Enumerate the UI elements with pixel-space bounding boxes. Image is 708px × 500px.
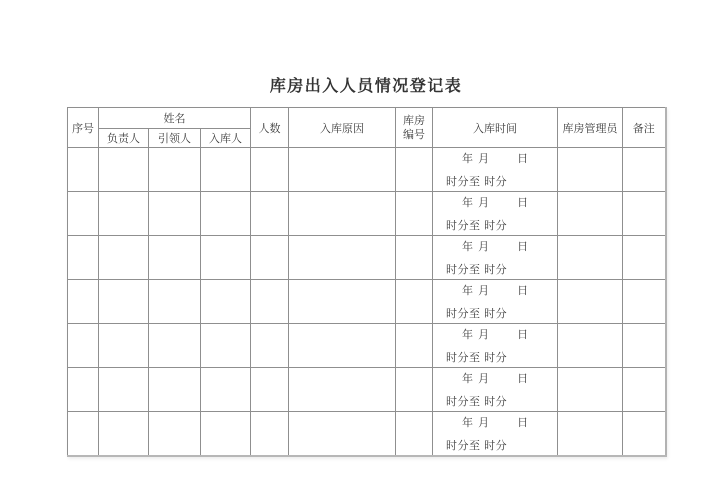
cell-enterer[interactable] — [201, 280, 251, 324]
page-title: 库房出入人员情况登记表 — [269, 78, 463, 95]
entry-time-range: 时分至 时分 — [446, 352, 508, 364]
cell-warehouse-no[interactable] — [396, 148, 433, 192]
cell-entry-time[interactable] — [433, 236, 558, 280]
cell-people-count[interactable] — [251, 236, 289, 280]
cell-people-count[interactable] — [251, 192, 289, 236]
header-warehouse-no-line2: 编号 — [403, 128, 426, 141]
table-row — [68, 236, 666, 280]
cell-responsible[interactable] — [99, 412, 149, 457]
table-row — [68, 412, 666, 457]
cell-serial[interactable] — [68, 412, 99, 457]
cell-entry-time[interactable] — [433, 280, 558, 324]
entry-time-day: 日 — [517, 329, 530, 341]
table-row — [68, 324, 666, 368]
entry-time-range: 时分至 时分 — [446, 440, 508, 452]
header-warehouse-no — [396, 108, 433, 148]
table-row — [68, 192, 666, 236]
cell-warehouse-no[interactable] — [396, 236, 433, 280]
header-warehouse-no-line1: 库房 — [403, 114, 426, 127]
cell-remarks[interactable] — [623, 280, 666, 324]
cell-enterer[interactable] — [201, 236, 251, 280]
cell-serial[interactable] — [68, 368, 99, 412]
cell-warehouse-no[interactable] — [396, 280, 433, 324]
cell-entry-reason[interactable] — [289, 368, 396, 412]
table-row — [68, 148, 666, 192]
header-manager: 库房管理员 — [558, 108, 623, 148]
header-entry-time: 入库时间 — [433, 108, 558, 148]
cell-warehouse-no[interactable] — [396, 324, 433, 368]
cell-guide[interactable] — [149, 236, 201, 280]
table-row — [68, 368, 666, 412]
cell-serial[interactable] — [68, 324, 99, 368]
entry-time-day: 日 — [517, 153, 530, 165]
entry-time-day: 日 — [517, 285, 530, 297]
cell-manager[interactable] — [558, 412, 623, 457]
entry-time-year-month: 年 月 — [462, 329, 491, 341]
cell-responsible[interactable] — [99, 192, 149, 236]
cell-entry-time[interactable] — [433, 148, 558, 192]
cell-warehouse-no[interactable] — [396, 368, 433, 412]
entry-time-range: 时分至 时分 — [446, 264, 508, 276]
cell-remarks[interactable] — [623, 236, 666, 280]
cell-serial[interactable] — [68, 280, 99, 324]
cell-people-count[interactable] — [251, 368, 289, 412]
registration-table — [67, 107, 667, 457]
entry-time-range: 时分至 时分 — [446, 220, 508, 232]
cell-remarks[interactable] — [623, 324, 666, 368]
entry-time-year-month: 年 月 — [462, 417, 491, 429]
cell-remarks[interactable] — [623, 148, 666, 192]
header-serial: 序号 — [68, 108, 99, 148]
entry-time-range: 时分至 时分 — [446, 396, 508, 408]
cell-entry-reason[interactable] — [289, 280, 396, 324]
cell-guide[interactable] — [149, 192, 201, 236]
cell-manager[interactable] — [558, 280, 623, 324]
cell-entry-reason[interactable] — [289, 412, 396, 457]
cell-enterer[interactable] — [201, 324, 251, 368]
cell-guide[interactable] — [149, 412, 201, 457]
entry-time-range: 时分至 时分 — [446, 308, 508, 320]
entry-time-range: 时分至 时分 — [446, 176, 508, 188]
cell-responsible[interactable] — [99, 368, 149, 412]
entry-time-day: 日 — [517, 241, 530, 253]
entry-time-day: 日 — [517, 373, 530, 385]
entry-time-day: 日 — [517, 197, 530, 209]
cell-remarks[interactable] — [623, 192, 666, 236]
cell-entry-reason[interactable] — [289, 192, 396, 236]
cell-entry-time[interactable] — [433, 412, 558, 457]
cell-manager[interactable] — [558, 324, 623, 368]
cell-responsible[interactable] — [99, 280, 149, 324]
cell-entry-reason[interactable] — [289, 236, 396, 280]
cell-entry-time[interactable] — [433, 324, 558, 368]
cell-serial[interactable] — [68, 236, 99, 280]
cell-manager[interactable] — [558, 148, 623, 192]
header-row-1 — [68, 108, 666, 129]
entry-time-year-month: 年 月 — [462, 241, 491, 253]
cell-enterer[interactable] — [201, 192, 251, 236]
cell-warehouse-no[interactable] — [396, 192, 433, 236]
header-people-count: 人数 — [251, 108, 289, 148]
cell-entry-time[interactable] — [433, 368, 558, 412]
cell-entry-time[interactable] — [433, 192, 558, 236]
cell-enterer[interactable] — [201, 412, 251, 457]
entry-time-year-month: 年 月 — [462, 153, 491, 165]
cell-guide[interactable] — [149, 324, 201, 368]
cell-guide[interactable] — [149, 148, 201, 192]
cell-entry-reason[interactable] — [289, 324, 396, 368]
table-row — [68, 280, 666, 324]
entry-time-day: 日 — [517, 417, 530, 429]
header-name-group: 姓名 — [99, 108, 251, 129]
header-guide: 引领人 — [149, 129, 201, 148]
cell-enterer[interactable] — [201, 148, 251, 192]
cell-serial[interactable] — [68, 192, 99, 236]
cell-enterer[interactable] — [201, 368, 251, 412]
cell-people-count[interactable] — [251, 280, 289, 324]
header-responsible: 负责人 — [99, 129, 149, 148]
cell-responsible[interactable] — [99, 148, 149, 192]
cell-guide[interactable] — [149, 368, 201, 412]
entry-time-year-month: 年 月 — [462, 373, 491, 385]
entry-time-year-month: 年 月 — [462, 197, 491, 209]
header-remarks: 备注 — [623, 108, 666, 148]
cell-manager[interactable] — [558, 368, 623, 412]
entry-time-year-month: 年 月 — [462, 285, 491, 297]
cell-entry-reason[interactable] — [289, 148, 396, 192]
cell-people-count[interactable] — [251, 412, 289, 457]
cell-serial[interactable] — [68, 148, 99, 192]
cell-manager[interactable] — [558, 236, 623, 280]
cell-remarks[interactable] — [623, 412, 666, 457]
cell-remarks[interactable] — [623, 368, 666, 412]
cell-people-count[interactable] — [251, 324, 289, 368]
cell-guide[interactable] — [149, 280, 201, 324]
header-entry-reason: 入库原因 — [289, 108, 396, 148]
registration-table-container — [67, 107, 667, 457]
cell-people-count[interactable] — [251, 148, 289, 192]
cell-warehouse-no[interactable] — [396, 412, 433, 457]
cell-manager[interactable] — [558, 192, 623, 236]
header-enterer: 入库人 — [201, 129, 251, 148]
cell-responsible[interactable] — [99, 324, 149, 368]
cell-responsible[interactable] — [99, 236, 149, 280]
